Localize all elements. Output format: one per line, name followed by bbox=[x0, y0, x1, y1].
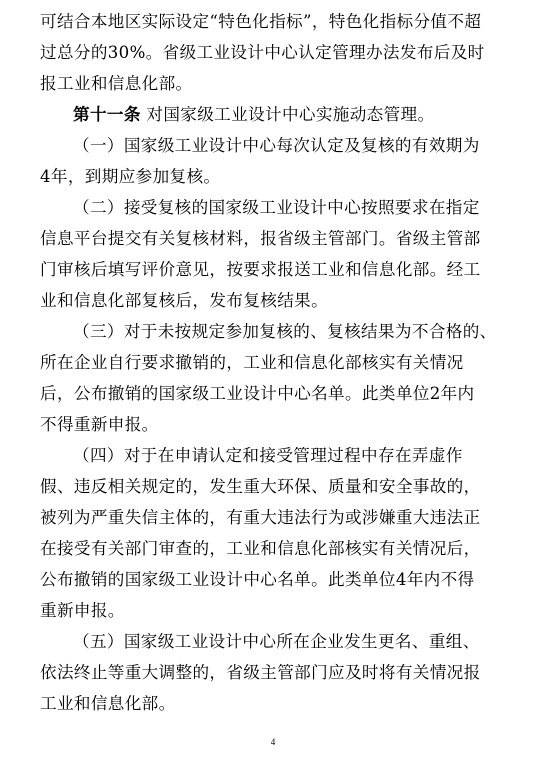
text-line: （三）对于未按规定参加复核的、复核结果为不合格的、 bbox=[73, 322, 497, 341]
article-text: 对国家级工业设计中心实施动态管理。 bbox=[146, 105, 435, 124]
text-line: 重新申报。 bbox=[40, 601, 125, 620]
text-line: 不得重新申报。 bbox=[40, 415, 159, 434]
text-line: （四）对于在申请认定和接受管理过程中存在弄虚作 bbox=[73, 446, 463, 465]
text-line bbox=[40, 99, 510, 130]
document-body bbox=[40, 6, 510, 719]
text-line: 过总分的30%。省级工业设计中心认定管理办法发布后及时 bbox=[40, 43, 485, 62]
text-line: 公布撤销的国家级工业设计中心名单。此类单位4年内不得 bbox=[40, 570, 475, 589]
text-line: 工业和信息化部。 bbox=[40, 694, 176, 713]
text-line: （五）国家级工业设计中心所在企业发生更名、重组、 bbox=[73, 632, 480, 651]
text-line: 后，公布撤销的国家级工业设计中心名单。此类单位2年内 bbox=[40, 384, 475, 403]
article-label: 第十一条 bbox=[73, 104, 141, 124]
text-line: 门审核后填写评价意见，按要求报送工业和信息化部。经工 bbox=[40, 260, 481, 279]
clause-five bbox=[40, 626, 510, 719]
page-number: 4 bbox=[270, 737, 276, 747]
clause-four bbox=[40, 440, 510, 626]
text-line: 信息平台提交有关复核材料，报省级主管部门。省级主管部 bbox=[40, 229, 481, 248]
text-line: 业和信息化部复核后，发布复核结果。 bbox=[40, 291, 329, 310]
clause-two bbox=[40, 192, 510, 316]
clause-three bbox=[40, 316, 510, 440]
clause-one bbox=[40, 130, 510, 192]
text-line: 在接受有关部门审查的，工业和信息化部核实有关情况后， bbox=[40, 539, 481, 558]
text-line: 假、违反相关规定的，发生重大环保、质量和安全事故的， bbox=[40, 477, 481, 496]
paragraph-specialty-indicators bbox=[40, 6, 510, 99]
text-line: 所在企业自行要求撤销的，工业和信息化部核实有关情况 bbox=[40, 353, 464, 372]
text-line: （一）国家级工业设计中心每次认定及复核的有效期为 bbox=[73, 136, 480, 155]
text-line: 可结合本地区实际设定“特色化指标”，特色化指标分值不超 bbox=[40, 12, 482, 31]
article-eleven bbox=[40, 99, 510, 130]
text-line: 报工业和信息化部。 bbox=[40, 74, 193, 93]
text-line: 4年，到期应参加复核。 bbox=[40, 167, 221, 186]
text-line: 依法终止等重大调整的，省级主管部门应及时将有关情况报 bbox=[40, 663, 481, 682]
text-line: （二）接受复核的国家级工业设计中心按照要求在指定 bbox=[73, 198, 480, 217]
text-line: 被列为严重失信主体的，有重大违法行为或涉嫌重大违法正 bbox=[40, 508, 481, 527]
